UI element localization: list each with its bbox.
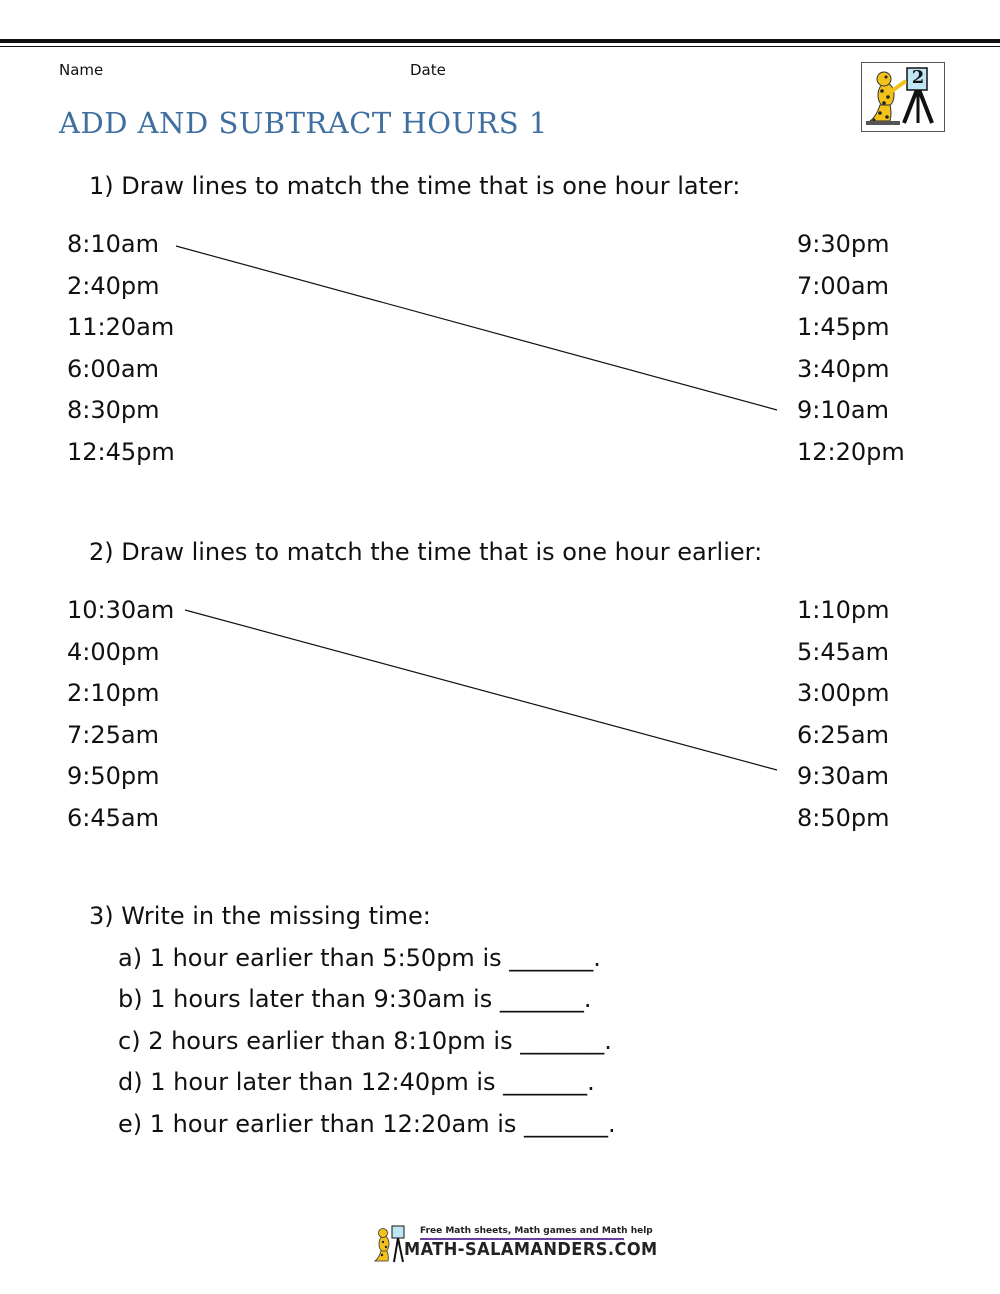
header-rule-thin — [0, 46, 1000, 47]
q2-right-time: 8:50pm — [797, 803, 890, 832]
q2-example-line — [185, 610, 777, 770]
q3-item: b) 1 hours later than 9:30am is _______. — [118, 985, 592, 1014]
question2-prompt: 2) Draw lines to match the time that is one hour earlier: — [89, 538, 763, 566]
q1-right-time: 9:10am — [797, 396, 889, 425]
question2-left-column — [67, 590, 174, 840]
q1-right-time: 3:40pm — [797, 354, 890, 383]
question1-left-column — [67, 224, 175, 474]
salamander-logo — [861, 62, 945, 132]
question2-right-column — [797, 590, 890, 840]
q1-left-time: 8:30pm — [67, 396, 160, 425]
footer-salamander-icon — [372, 1224, 406, 1264]
logo-number: 2 — [911, 67, 925, 88]
q2-right-time: 3:00pm — [797, 679, 890, 708]
q1-left-time: 12:45pm — [67, 437, 175, 466]
q2-left-time: 9:50pm — [67, 762, 160, 791]
q2-right-time: 9:30am — [797, 762, 889, 791]
q2-left-time: 7:25am — [67, 720, 159, 749]
q2-left-time: 6:45am — [67, 803, 159, 832]
q1-right-time: 1:45pm — [797, 313, 890, 342]
footer-tagline: Free Math sheets, Math games and Math help — [420, 1226, 653, 1236]
q2-left-time: 2:10pm — [67, 679, 160, 708]
q1-right-time: 12:20pm — [797, 437, 905, 466]
q2-left-time: 10:30am — [67, 596, 175, 624]
q3-item: d) 1 hour later than 12:40pm is _______. — [118, 1068, 595, 1097]
q3-item: c) 2 hours earlier than 8:10pm is _______. — [118, 1026, 612, 1055]
q1-right-time: 9:30pm — [797, 230, 890, 258]
header-rule-thick — [0, 39, 1000, 43]
name-label: Name — [59, 61, 104, 79]
question1-right-column — [797, 224, 905, 474]
date-label: Date — [410, 61, 446, 79]
worksheet-title: ADD AND SUBTRACT HOURS 1 — [59, 106, 548, 140]
q2-right-time: 1:10pm — [797, 596, 890, 624]
q1-left-time: 6:00am — [67, 354, 159, 383]
q2-right-time: 6:25am — [797, 720, 889, 749]
q3-item: a) 1 hour earlier than 5:50pm is _______. — [118, 944, 601, 972]
footer-site-name: MATH-SALAMANDERS.COM — [404, 1239, 658, 1260]
q1-left-time: 8:10am — [67, 230, 159, 258]
q2-right-time: 5:45am — [797, 637, 889, 666]
q3-item: e) 1 hour earlier than 12:20am is _______. — [118, 1109, 616, 1138]
q1-left-time: 11:20am — [67, 313, 175, 342]
question1-prompt: 1) Draw lines to match the time that is one hour later: — [89, 172, 741, 200]
question3-prompt: 3) Write in the missing time: — [89, 902, 431, 930]
q1-example-line — [176, 246, 777, 410]
q1-left-time: 2:40pm — [67, 271, 160, 300]
footer-logo — [372, 1222, 658, 1266]
q2-left-time: 4:00pm — [67, 637, 160, 666]
q1-right-time: 7:00am — [797, 271, 889, 300]
salamander-logo-icon — [862, 63, 944, 131]
question3-items — [118, 938, 616, 1145]
